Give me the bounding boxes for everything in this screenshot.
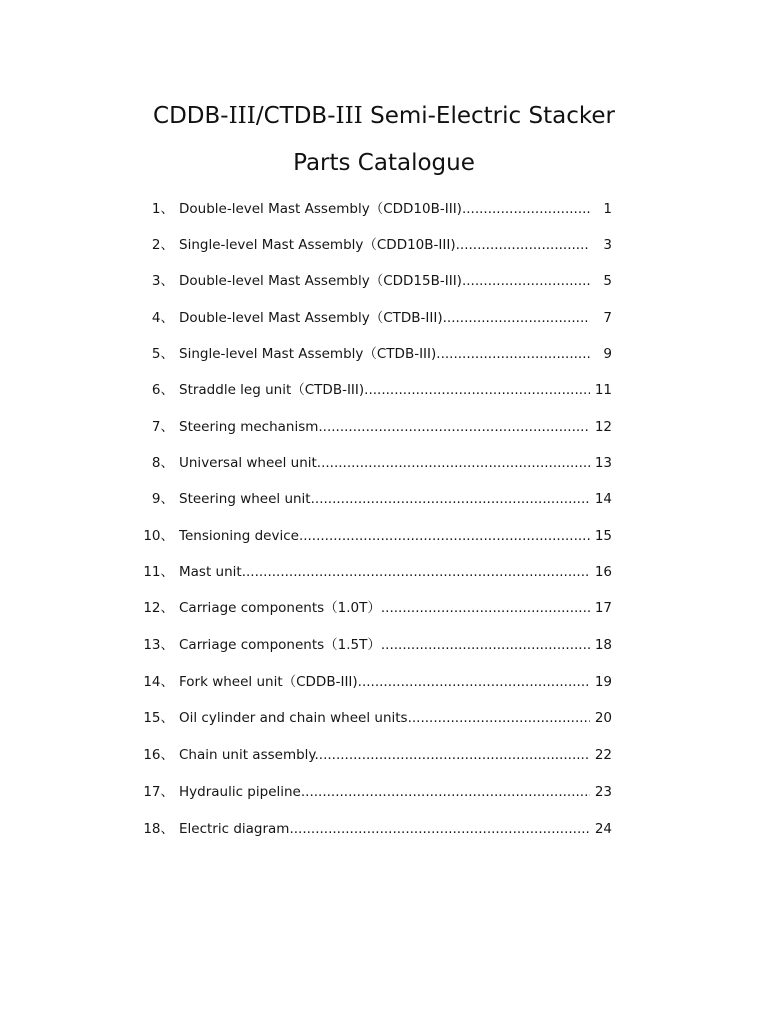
toc-entry-page: 13 [590,452,612,474]
toc-entry-title: Single-level Mast Assembly（CDD10B-III) ..... [179,234,590,256]
toc-entry-title: Straddle leg unit（CTDB-III) ..... [179,379,590,401]
toc-entry-page: 9 [590,343,612,365]
document-subtitle: Parts Catalogue [293,150,475,176]
title-part-1: CDDB- [153,103,229,129]
toc-entry-page: 19 [590,671,612,693]
toc-entry-title: Steering mechanism ..... [179,416,590,438]
toc-entry-number: 5、 [151,346,174,362]
toc-entry-title: Carriage components（1.0T） ..... [179,597,590,619]
toc-entry-number: 8、 [151,455,174,471]
toc-entry [138,270,612,292]
toc-entry-page: 16 [590,561,612,583]
toc-entry-page: 23 [590,781,612,803]
toc-entry-page: 7 [590,307,612,329]
toc-entry-number: 14、 [143,674,174,690]
toc-entry-page: 22 [590,744,612,766]
toc-entry-title: Steering wheel unit ..... [179,488,590,510]
toc-entry-page: 1 [590,198,612,220]
toc-entry-number: 18、 [143,821,174,837]
title-roman-1: III [228,103,256,129]
toc-entry [138,818,612,840]
toc-entry-title: Mast unit ..... [179,561,590,583]
toc-entry-number: 12、 [143,600,174,616]
toc-entry [138,707,612,729]
toc-entry [138,744,612,766]
toc-entry [138,525,612,547]
toc-entry-number: 6、 [151,382,174,398]
toc-entry-number: 9、 [151,491,174,507]
toc-entry-number: 13、 [143,637,174,653]
toc-entry-title: Oil cylinder and chain wheel units ..... [179,707,590,729]
toc-entry-number: 17、 [143,784,174,800]
toc-entry-number: 1、 [151,201,174,217]
title-part-3: Semi-Electric Stacker [362,103,615,129]
title-part-2: /CTDB- [255,103,336,129]
toc-entry-page: 5 [590,270,612,292]
toc-entry-title: Universal wheel unit ..... [179,452,590,474]
toc-entry [138,198,612,220]
toc-entry-page: 3 [590,234,612,256]
toc-entry-page: 11 [590,379,612,401]
toc-entry-number: 15、 [143,710,174,726]
toc-entry-page: 12 [590,416,612,438]
toc-entry-number: 16、 [143,747,174,763]
toc-entry-number: 2、 [151,237,174,253]
toc-entry-number: 11、 [143,564,174,580]
toc-entry-page: 20 [590,707,612,729]
toc-entry-page: 24 [590,818,612,840]
toc-entry-title: Double-level Mast Assembly（CDD10B-III) ..... [179,198,590,220]
toc-entry [138,597,612,619]
title-roman-2: III [335,103,363,129]
toc-entry-number: 7、 [151,419,174,435]
toc-entry-title: Hydraulic pipeline ..... [179,781,590,803]
toc-entry-title: Chain unit assembly ..... [179,744,590,766]
toc-entry-title: Electric diagram ..... [179,818,590,840]
toc-entry [138,488,612,510]
toc-entry-page: 17 [590,597,612,619]
toc-entry-title: Double-level Mast Assembly（CDD15B-III) ..... [179,270,590,292]
toc-entry [138,671,612,693]
toc-entry-number: 3、 [151,273,174,289]
toc-entry-title: Double-level Mast Assembly（CTDB-III) ..... [179,307,590,329]
toc-entry [138,234,612,256]
toc-entry-title: Carriage components（1.5T） ..... [179,634,590,656]
toc-entry [138,416,612,438]
toc-entry [138,379,612,401]
toc-entry-title: Fork wheel unit（CDDB-III) ..... [179,671,590,693]
toc-entry-page: 15 [590,525,612,547]
toc-entry [138,634,612,656]
toc-entry [138,452,612,474]
toc-entry-page: 14 [590,488,612,510]
toc-entry-page: 18 [590,634,612,656]
toc-entry [138,781,612,803]
toc-entry-number: 10、 [143,528,174,544]
toc-entry-title: Single-level Mast Assembly（CTDB-III) ..... [179,343,590,365]
toc-entry-number: 4、 [151,310,174,326]
toc-entry [138,307,612,329]
toc-entry [138,343,612,365]
toc-entry [138,561,612,583]
toc-entry-title: Tensioning device ..... [179,525,590,547]
